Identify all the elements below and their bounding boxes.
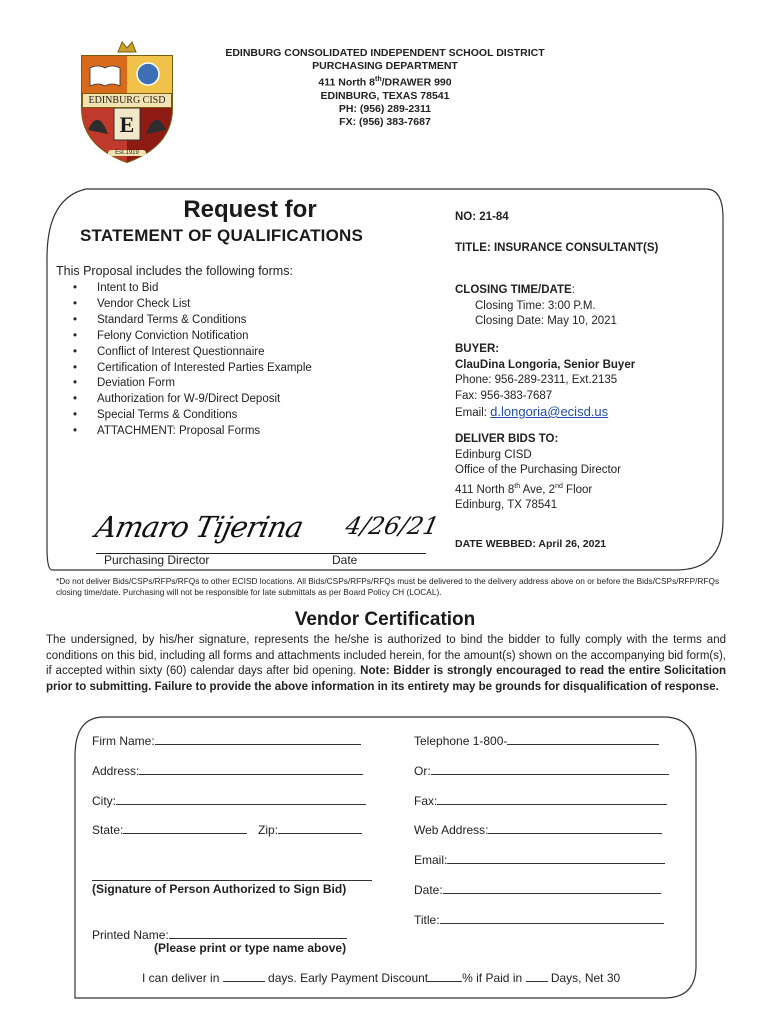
buyer-email-link[interactable]: d.longoria@ecisd.us (490, 404, 609, 419)
logo-letter: E (119, 112, 135, 137)
signature-caption: (Signature of Person Authorized to Sign Bid) (92, 882, 347, 896)
or-field[interactable]: Or: (414, 763, 669, 778)
fax-field[interactable]: Fax: (414, 793, 667, 808)
list-item: • Vendor Check List (73, 297, 312, 313)
city-field[interactable]: City: (92, 793, 366, 808)
closing-block: CLOSING TIME/DATE: Closing Time: 3:00 P.M. Closing Date: May 10, 2021 (455, 283, 617, 330)
district-header (190, 47, 580, 129)
title-field[interactable]: Title: (414, 912, 664, 927)
solicitation-title: TITLE: INSURANCE CONSULTANT(S) (455, 242, 659, 254)
logo-ribbon: EDINBURG CISD (82, 93, 173, 108)
certification-paragraph: The undersigned, by his/her signature, represents the he/she is authorized to bind the bidder to fully comply with the terms and conditions on this bid, including all forms and attachments included herein, for the amount(s) shown on the accompanying bid form(s), if accepted within sixty (60) calendar days after bid opening. Note: Bidder is strongly encouraged to read the entire Solicitation prior to submitting. Failure to provide the above information in its entirety may be grounds for disqualification of response. (46, 634, 726, 693)
buyer-heading: BUYER: (455, 343, 500, 355)
forms-list (73, 281, 312, 440)
date-field[interactable]: Date: (414, 882, 661, 897)
delivery-note: *Do not deliver Bids/CSPs/RFPs/RFQs to other ECISD locations. All Bids/CSPs/RFPs/RFQs must be delivered to the delivery address above on or before the Bids/CSPs/RFP/RFQs closing time/date. Purchasing will not be responsible for late submittals as per Board Policy CH (LOCAL). (56, 576, 720, 597)
deliver-line: Edinburg CISD (455, 448, 532, 461)
list-item: • Felony Conviction Notification (73, 329, 312, 345)
list-item: • Special Terms & Conditions (73, 408, 312, 424)
telephone-field[interactable]: Telephone 1-800- (414, 733, 659, 748)
list-item: • Deviation Form (73, 376, 312, 392)
deliver-line: 411 North 8th Ave, 2nd Floor (455, 482, 593, 496)
list-item: • ATTACHMENT: Proposal Forms (73, 424, 312, 440)
solicitation-number: NO: 21-84 (455, 211, 509, 223)
request-title: Request for (183, 196, 317, 223)
signature-date: 4/26/21 (343, 512, 442, 540)
forms-intro: This Proposal includes the following forms: (56, 264, 293, 278)
request-subtitle: STATEMENT OF QUALIFICATIONS (80, 226, 364, 245)
buyer-email: Email: d.longoria@ecisd.us (455, 404, 609, 419)
list-item: • Conflict of Interest Questionnaire (73, 345, 312, 361)
list-item: • Intent to Bid (73, 281, 312, 297)
vendor-certification-heading: Vendor Certification (294, 609, 476, 630)
delivery-terms-field[interactable]: I can deliver in days. Early Payment Discount % if Paid in Days, Net 30 (142, 971, 621, 985)
deliver-line: Edinburg, TX 78541 (455, 498, 558, 511)
date-label: Date (332, 553, 358, 567)
closing-heading: CLOSING TIME/DATE (455, 284, 572, 296)
state-field[interactable]: State: (92, 822, 247, 837)
deliver-heading: DELIVER BIDS TO: (455, 433, 559, 445)
zip-field[interactable]: Zip: (258, 822, 362, 837)
delivery-days-blank[interactable] (223, 970, 265, 982)
email-field[interactable]: Email: (414, 852, 665, 867)
web-address-field[interactable]: Web Address: (414, 822, 662, 837)
list-item: • Authorization for W-9/Direct Deposit (73, 392, 312, 408)
district-address: 411 North 8th/DRAWER 990 (318, 76, 452, 89)
district-name: EDINBURG CONSOLIDATED INDEPENDENT SCHOOL DISTRICT (225, 47, 545, 59)
discount-blank[interactable] (428, 970, 462, 982)
district-city: EDINBURG, TEXAS 78541 (320, 89, 450, 102)
district-logo (68, 38, 186, 168)
vendor-signature-line[interactable] (92, 880, 372, 881)
firm-name-field[interactable]: Firm Name: (92, 733, 361, 748)
discount-days-blank[interactable] (526, 970, 548, 982)
printed-name-field[interactable]: Printed Name: (92, 927, 347, 942)
buyer-fax: Fax: 956-383-7687 (455, 389, 553, 402)
closing-time: Closing Time: 3:00 P.M. (475, 299, 596, 312)
buyer-name: ClauDina Longoria, Senior Buyer (455, 358, 636, 371)
buyer-block (455, 342, 635, 422)
date-webbed: DATE WEBBED: April 26, 2021 (455, 538, 607, 550)
printed-name-caption: (Please print or type name above) (154, 941, 347, 955)
district-phone: PH: (956) 289-2311 (338, 102, 432, 115)
logo-est: Est.1919 (108, 150, 146, 156)
list-item: • Standard Terms & Conditions (73, 313, 312, 329)
closing-date: Closing Date: May 10, 2021 (475, 315, 617, 327)
deliver-line: Office of the Purchasing Director (455, 464, 621, 476)
buyer-phone: Phone: 956-289-2311, Ext.2135 (455, 374, 618, 386)
district-fax: FX: (956) 383-7687 (339, 115, 431, 128)
purchasing-director-label: Purchasing Director (104, 553, 210, 567)
list-item: • Certification of Interested Parties Example (73, 361, 312, 377)
department-name: PURCHASING DEPARTMENT (312, 60, 458, 72)
director-signature: Amaro Tijerina (92, 510, 306, 544)
address-field[interactable]: Address: (92, 763, 363, 778)
deliver-block (455, 432, 621, 513)
